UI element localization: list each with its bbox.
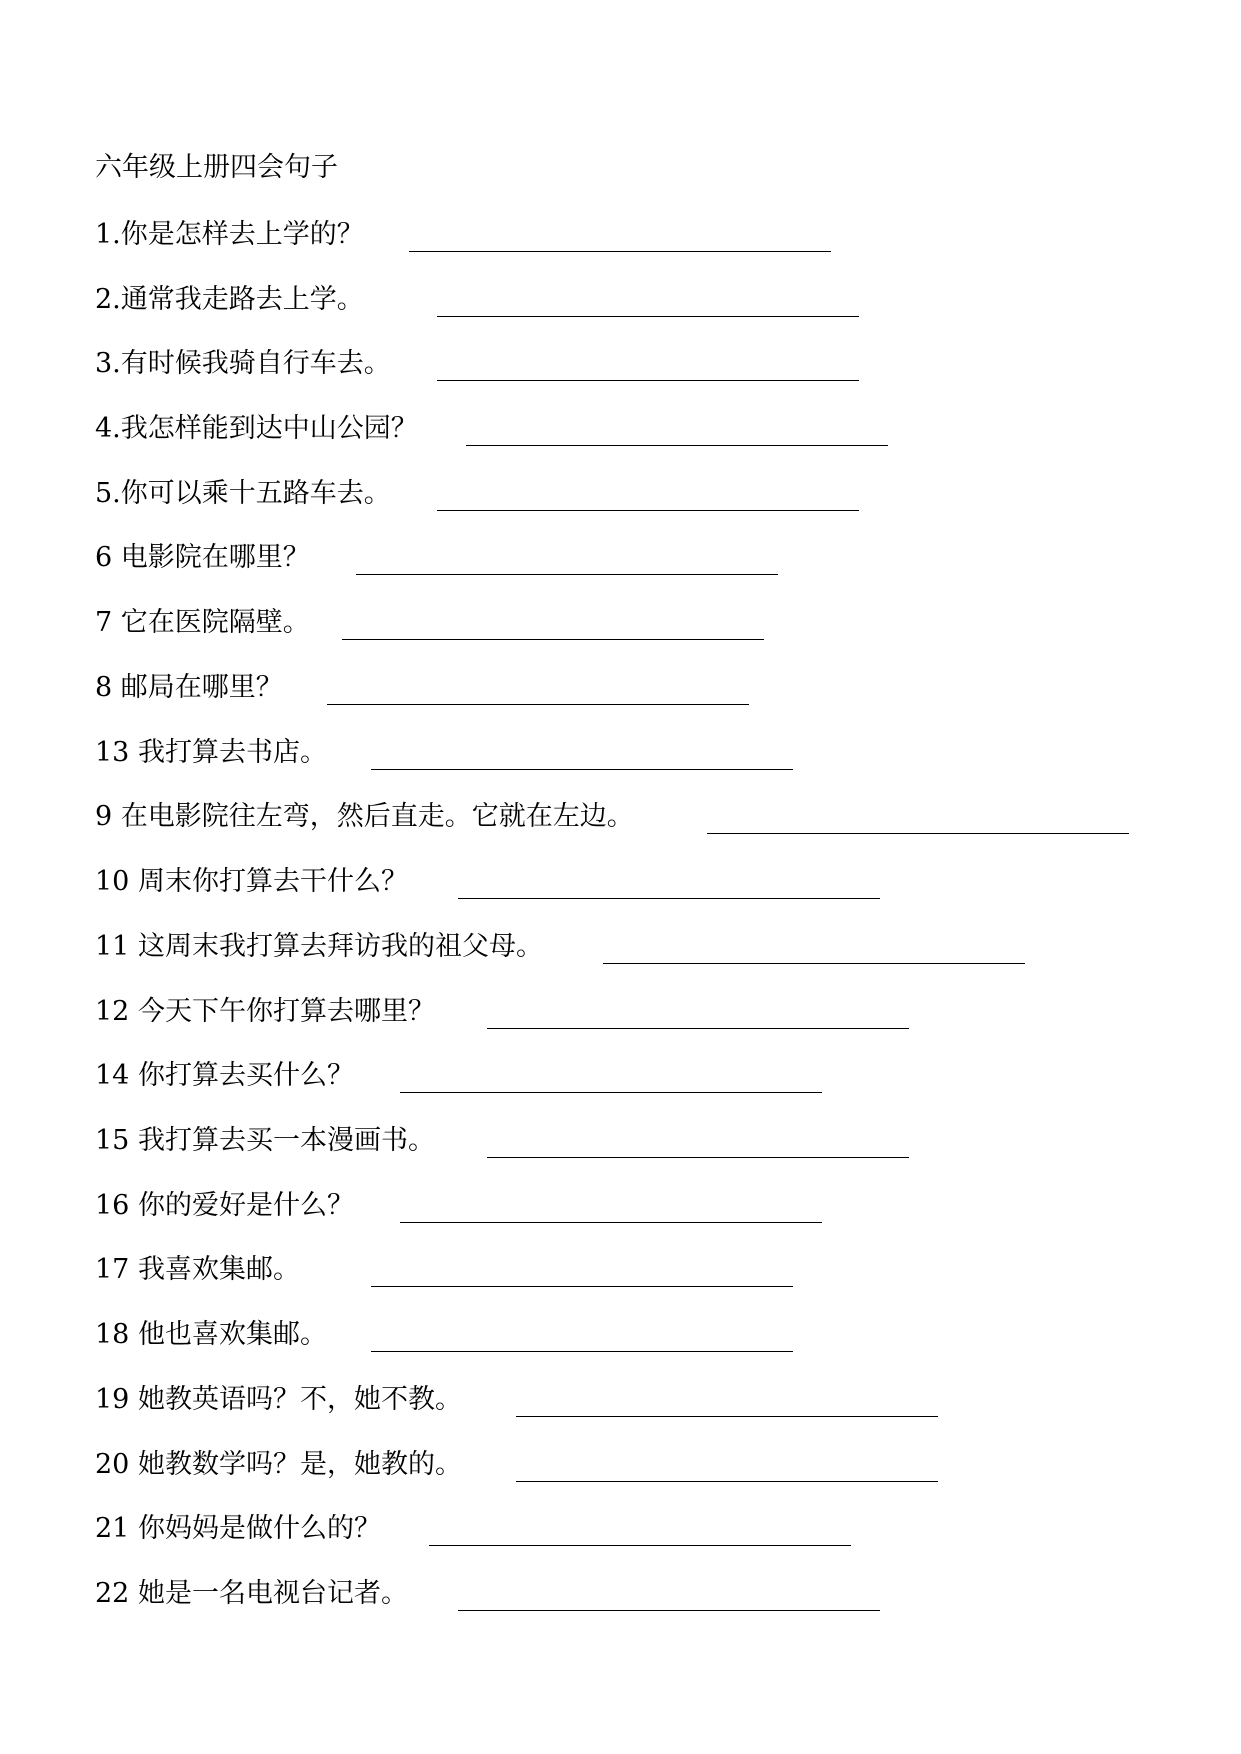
answer-blank[interactable]: [603, 963, 1025, 964]
sentence-row: [95, 1447, 1195, 1487]
sentence-text: 19 她教英语吗？不，她不教。: [95, 1384, 462, 1415]
sentence-text: 17 我喜欢集邮。: [95, 1254, 300, 1285]
worksheet-title: 六年级上册四会句子: [95, 152, 338, 183]
answer-blank[interactable]: [516, 1481, 938, 1482]
sentence-text: 3.有时候我骑自行车去。: [95, 348, 391, 379]
sentence-row: [95, 1511, 1195, 1551]
sentence-row: [95, 1123, 1195, 1163]
sentence-row: [95, 799, 1195, 839]
sentence-row: [95, 929, 1195, 969]
answer-blank[interactable]: [356, 574, 778, 575]
sentence-row: [95, 282, 1195, 322]
sentence-row: [95, 1317, 1195, 1357]
sentence-text: 1.你是怎样去上学的？: [95, 219, 364, 250]
answer-blank[interactable]: [437, 316, 859, 317]
sentence-text: 13 我打算去书店。: [95, 737, 327, 768]
sentence-row: [95, 476, 1195, 516]
answer-blank[interactable]: [458, 898, 880, 899]
sentence-row: [95, 217, 1195, 257]
sentence-text: 2.通常我走路去上学。: [95, 284, 364, 315]
sentence-text: 6 电影院在哪里？: [95, 542, 310, 573]
answer-blank[interactable]: [327, 704, 749, 705]
sentence-row: [95, 1252, 1195, 1292]
sentence-text: 5.你可以乘十五路车去。: [95, 478, 391, 509]
answer-blank[interactable]: [707, 833, 1129, 834]
sentence-row: [95, 1058, 1195, 1098]
sentence-text: 18 他也喜欢集邮。: [95, 1319, 327, 1350]
answer-blank[interactable]: [487, 1028, 909, 1029]
sentence-row: [95, 605, 1195, 645]
sentence-text: 12 今天下午你打算去哪里？: [95, 996, 435, 1027]
sentence-row: [95, 1382, 1195, 1422]
sentence-text: 8 邮局在哪里？: [95, 672, 283, 703]
answer-blank[interactable]: [437, 380, 859, 381]
sentence-row: [95, 411, 1195, 451]
sentence-text: 16 你的爱好是什么？: [95, 1190, 354, 1221]
sentence-row: [95, 1576, 1195, 1616]
sentence-text: 4.我怎样能到达中山公园？: [95, 413, 418, 444]
answer-blank[interactable]: [400, 1222, 822, 1223]
answer-blank[interactable]: [429, 1545, 851, 1546]
sentence-text: 7 它在医院隔壁。: [95, 607, 310, 638]
answer-blank[interactable]: [400, 1092, 822, 1093]
answer-blank[interactable]: [371, 769, 793, 770]
answer-blank[interactable]: [458, 1610, 880, 1611]
answer-blank[interactable]: [371, 1286, 793, 1287]
sentence-text: 21 你妈妈是做什么的？: [95, 1513, 381, 1544]
sentence-row: [95, 540, 1195, 580]
sentence-row: [95, 864, 1195, 904]
sentence-row: [95, 670, 1195, 710]
sentence-text: 10 周末你打算去干什么？: [95, 866, 408, 897]
sentence-text: 14 你打算去买什么？: [95, 1060, 354, 1091]
answer-blank[interactable]: [409, 251, 831, 252]
answer-blank[interactable]: [371, 1351, 793, 1352]
answer-blank[interactable]: [437, 510, 859, 511]
sentence-row: [95, 346, 1195, 386]
sentence-text: 9 在电影院往左弯，然后直走。它就在左边。: [95, 801, 634, 832]
sentence-text: 22 她是一名电视台记者。: [95, 1578, 408, 1609]
answer-blank[interactable]: [487, 1157, 909, 1158]
sentence-row: [95, 735, 1195, 775]
sentence-row: [95, 1188, 1195, 1228]
answer-blank[interactable]: [516, 1416, 938, 1417]
sentence-text: 15 我打算去买一本漫画书。: [95, 1125, 435, 1156]
answer-blank[interactable]: [466, 445, 888, 446]
sentence-row: [95, 994, 1195, 1034]
answer-blank[interactable]: [342, 639, 764, 640]
sentence-text: 11 这周末我打算去拜访我的祖父母。: [95, 931, 543, 962]
sentence-text: 20 她教数学吗？是，她教的。: [95, 1449, 462, 1480]
